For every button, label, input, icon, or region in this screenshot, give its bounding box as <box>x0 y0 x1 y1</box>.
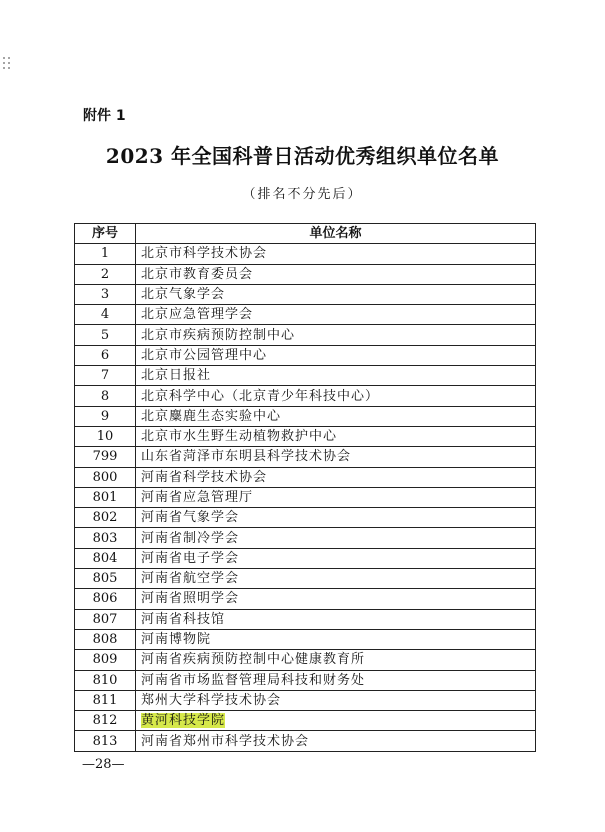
table-row <box>75 426 536 446</box>
row-org-name <box>136 731 536 751</box>
row-number: 804 <box>75 548 136 568</box>
org-name-text: 北京市水生野生动植物救护中心 <box>141 429 338 445</box>
row-org-name <box>136 609 536 629</box>
row-org-name <box>136 650 536 670</box>
table-row <box>75 487 536 507</box>
table-row <box>75 345 536 365</box>
row-number: 8 <box>75 386 136 406</box>
row-number: 1 <box>75 244 136 264</box>
org-name-text: 河南省电子学会 <box>141 550 240 566</box>
org-name-text: 河南省市场监督管理局科技和财务处 <box>141 672 366 688</box>
org-name-text: 河南省照明学会 <box>141 591 240 607</box>
org-name-text: 北京科学中心（北京青少年科技中心） <box>141 388 380 404</box>
row-org-name <box>136 264 536 284</box>
table-row <box>75 569 536 589</box>
org-name-text: 山东省菏泽市东明县科学技术协会 <box>141 449 352 465</box>
table-header-row <box>75 224 536 244</box>
org-name-text: 北京市科学技术协会 <box>141 246 268 262</box>
row-org-name <box>136 589 536 609</box>
attachment-label: 附件 1 <box>83 108 126 124</box>
table-row <box>75 386 536 406</box>
row-number: 7 <box>75 366 136 386</box>
row-number: 4 <box>75 305 136 325</box>
table-row <box>75 366 536 386</box>
org-name-text: 北京应急管理学会 <box>141 307 254 323</box>
row-org-name <box>136 670 536 690</box>
column-header-name: 单位名称 <box>136 224 536 244</box>
org-name-text: 河南省疾病预防控制中心健康教育所 <box>141 652 366 668</box>
org-name-text: 河南省航空学会 <box>141 571 240 587</box>
row-org-name <box>136 487 536 507</box>
table-row <box>75 629 536 649</box>
row-org-name <box>136 386 536 406</box>
table-row <box>75 711 536 731</box>
org-name-text: 郑州大学科学技术协会 <box>141 692 282 708</box>
org-name-text: 河南省制冷学会 <box>141 530 240 546</box>
table-row <box>75 467 536 487</box>
row-number: 811 <box>75 690 136 710</box>
row-org-name <box>136 629 536 649</box>
row-number: 807 <box>75 609 136 629</box>
row-number: 2 <box>75 264 136 284</box>
row-number: 5 <box>75 325 136 345</box>
org-name-text: 河南省科学技术协会 <box>141 469 268 485</box>
table-row <box>75 325 536 345</box>
row-number: 10 <box>75 426 136 446</box>
row-number: 802 <box>75 508 136 528</box>
row-org-name <box>136 508 536 528</box>
table-row <box>75 650 536 670</box>
org-name-text: 河南省气象学会 <box>141 510 240 526</box>
row-number: 9 <box>75 406 136 426</box>
table-row <box>75 305 536 325</box>
org-name-text: 北京麋鹿生态实验中心 <box>141 408 282 424</box>
table-row <box>75 284 536 304</box>
page-number: —28— <box>82 757 125 772</box>
table-row <box>75 528 536 548</box>
row-number: 809 <box>75 650 136 670</box>
row-number: 808 <box>75 629 136 649</box>
row-org-name <box>136 366 536 386</box>
org-name-text: 北京市疾病预防控制中心 <box>141 327 296 343</box>
org-name-text: 河南省应急管理厅 <box>141 490 254 505</box>
row-org-name <box>136 426 536 446</box>
org-name-text: 河南省郑州市科学技术协会 <box>141 733 310 749</box>
row-org-name <box>136 406 536 426</box>
highlighted-org-name: 黄河科技学院 <box>141 713 226 729</box>
org-name-text: 北京气象学会 <box>141 287 226 303</box>
row-org-name <box>136 345 536 365</box>
row-number: 803 <box>75 528 136 548</box>
row-org-name <box>136 284 536 304</box>
org-name-text: 北京市教育委员会 <box>141 266 254 282</box>
row-number: 806 <box>75 589 136 609</box>
table-row <box>75 508 536 528</box>
row-org-name <box>136 467 536 487</box>
row-org-name <box>136 528 536 548</box>
row-org-name <box>136 447 536 467</box>
row-number: 801 <box>75 487 136 507</box>
org-name-text: 河南博物院 <box>141 632 212 648</box>
table-row <box>75 670 536 690</box>
row-org-name <box>136 305 536 325</box>
page-subtitle: （排名不分先后） <box>242 187 363 202</box>
table-row <box>75 264 536 284</box>
row-number: 800 <box>75 467 136 487</box>
row-number: 6 <box>75 345 136 365</box>
table-row <box>75 447 536 467</box>
table-row <box>75 589 536 609</box>
table-row <box>75 609 536 629</box>
org-name-text: 北京日报社 <box>141 368 212 384</box>
drag-handle-icon[interactable] <box>2 56 12 70</box>
row-number: 810 <box>75 670 136 690</box>
row-org-name <box>136 244 536 264</box>
org-name-text: 河南省科技馆 <box>141 611 226 627</box>
table-row <box>75 244 536 264</box>
row-org-name <box>136 711 536 731</box>
org-name-text: 北京市公园管理中心 <box>141 347 268 363</box>
row-number: 812 <box>75 711 136 731</box>
row-org-name <box>136 325 536 345</box>
column-header-number: 序号 <box>75 224 136 244</box>
table-row <box>75 690 536 710</box>
row-number: 799 <box>75 447 136 467</box>
table-row <box>75 731 536 751</box>
row-number: 805 <box>75 569 136 589</box>
row-number: 3 <box>75 284 136 304</box>
row-org-name <box>136 690 536 710</box>
page-title: 2023 年全国科普日活动优秀组织单位名单 <box>105 144 500 168</box>
row-number: 813 <box>75 731 136 751</box>
row-org-name <box>136 569 536 589</box>
table-body <box>75 244 536 751</box>
organization-table <box>74 223 536 752</box>
row-org-name <box>136 548 536 568</box>
table-row <box>75 548 536 568</box>
table-row <box>75 406 536 426</box>
